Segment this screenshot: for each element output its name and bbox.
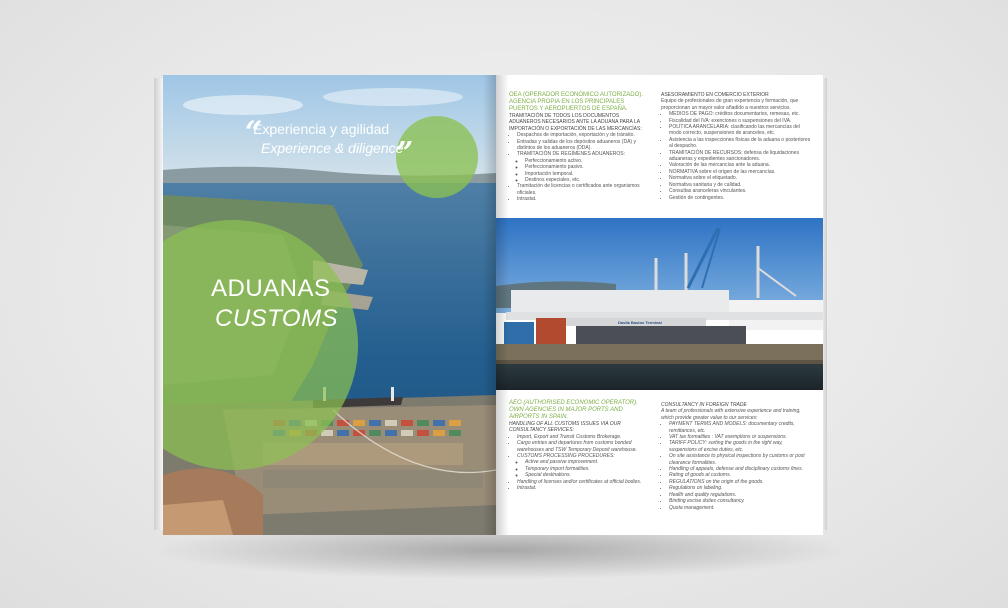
list-item: • VAT tax formalities : VAT exemptions or suspensions. [669,434,811,440]
section-heading: AEO (AUTHORISED ECONOMIC OPERATOR). OWN AGENCIES IN MAJOR PORTS AND AIRPORTS IN SPAIN. [509,400,638,420]
spanish-right-column [661,92,811,201]
section-heading: OEA (OPERADOR ECONÓMICO AUTORIZADO). AGENCIA PROPIA EN LOS PRINCIPALES PUERTOS Y AEROPUERTOS DE ESPAÑA. [509,92,643,112]
list-item: • Rating of goods at customs. [669,472,811,478]
list-item: • Binding excise duties consultancy. [669,498,811,504]
list-item: • REGULATIONS on the origin of the goods. [669,479,811,485]
list-item: • TRAMITACIÓN DE RECURSOS: defensa de liquidaciones aduaneras y expedientes sancionadores. [669,150,811,163]
brochure-spread [163,75,823,535]
bullet-list [509,434,654,492]
list-item: • Normativa sanitaria y de calidad. [669,182,811,188]
content-page [496,75,823,535]
terminal-sign: Davila Bastos Terminal [618,320,662,325]
list-item: • Import, Export and Transit Customs Brokerage. [517,434,654,440]
list-item: • Consultas aranceleras vinculantes. [669,188,811,194]
list-item: • Tramitación de licencias o certificados ante organismos oficiales. [517,183,647,196]
list-item: • Entradas y salidas de los depósitos aduaneros (DA) y distintos de los aduaneros (DDA). [517,139,647,152]
list-item: • CUSTOMS PROCESSING PROCEDURES: ◦ Active and passive improvement. ◦ Temporary import formalities. ◦ Special destinations. [517,453,654,479]
bullet-list [509,132,647,202]
bullet-list [661,421,811,511]
list-item: • Regulations on labeling. [669,485,811,491]
bullet-list [661,111,811,201]
list-item: • Gestión de contingentes. [669,195,811,201]
list-item: • Despachos de importación, exportación y de tránsito. [517,132,647,138]
title-spanish: ADUANAS [211,275,331,302]
list-item: • Asistencia a las inspecciones físicas de la aduana o posteriores al despacho. [669,137,811,150]
list-item: • Cargo entries and departures from customs bonded warehouses and TSW Temporary Deposit warehouse. [517,440,654,453]
list-item: • Health and quality regulations. [669,492,811,498]
list-item: • TARIFF POLICY: sorting the goods in the right way, suspensions of excise duties, etc. [669,440,811,453]
english-left-column [509,400,654,491]
section-intro: Equipo de profesionales de gran experiencia y formación, que proporcionan un mayor valor añadido a nuestros servicios. [661,98,799,111]
list-item: • Fiscalidad del IVA: exenciones o suspensiones del IVA. [669,118,811,124]
list-item: • PAYMENT TERMS AND MODELS: documentary credits, remittances, etc. [669,421,811,434]
list-item: • NORMATIVA sobre el origen de las mercancías. [669,169,811,175]
list-item: • Quota management. [669,505,811,511]
quote-close-icon: ” [396,136,414,171]
list-item: • Normativa sobre el etiquetado. [669,175,811,181]
terminal-photo [496,218,823,390]
quote-spanish: Experiencia y agilidad [253,121,390,137]
list-item: ◦ Perfeccionamiento pasivo. [525,164,647,170]
list-item: ◦ Special destinations. [525,472,654,478]
list-item: ◦ Importación temporal. [525,171,647,177]
list-item: • POLÍTICA ARANCELARIA: clasificando las mercancías del modo correcto, suspensiones de aranceles, etc. [669,124,811,137]
list-item: • TRAMITACIÓN DE REGÍMENES ADUANEROS: ◦ Perfeccionamiento activo. ◦ Perfeccionamiento pasivo. ◦ Importación temporal. ◦ Destinos especiales, etc. [517,151,647,183]
quote-open-icon: “ [245,115,263,150]
title-english: CUSTOMS [215,305,339,332]
spanish-left-column [509,92,647,203]
list-item: ◦ Perfeccionamiento activo. [525,158,647,164]
list-item: • Handling of appeals, defense and disciplinary customs fines. [669,466,811,472]
list-item: ◦ Destinos especiales, etc. [525,177,647,183]
section-subheading: HANDLING OF ALL CUSTOMS ISSUES VIA OUR CONSULTANCY SERVICES: [509,421,621,434]
list-item: • Valoración de las mercancías ante la aduana. [669,162,811,168]
list-item: • Intrastat. [517,485,654,491]
list-item: • Handling of licenses and/or certificates at official bodies. [517,479,654,485]
section-intro: A team of professionals with extensive experience and training, which provide greater value to our services: [661,408,801,421]
section-heading: CONSULTANCY IN FOREIGN TRADE [661,402,747,408]
list-item: • On site assistance to physical inspections by customs or post clearance formalities. [669,453,811,466]
quote-english: Experience & diligence [261,140,404,156]
list-item: • Intrastat. [517,196,647,202]
section-heading: ASESORAMIENTO EN COMERCIO EXTERIOR [661,92,769,98]
section-subheading: TRAMITACIÓN DE TODOS LOS DOCUMENTOS ADUANEROS NECESARIOS ANTE LA ADUANA PARA LA IMPORTACIÓN O EXPORTACIÓN DE LAS MERCANCÍAS: [509,113,642,132]
english-right-column [661,402,811,511]
list-item: ◦ Active and passive improvement. [525,459,654,465]
cover-page [163,75,496,535]
list-item: • MEDIOS DE PAGO: créditos documentarios, remesas, etc. [669,111,811,117]
list-item: ◦ Temporary import formalities. [525,466,654,472]
